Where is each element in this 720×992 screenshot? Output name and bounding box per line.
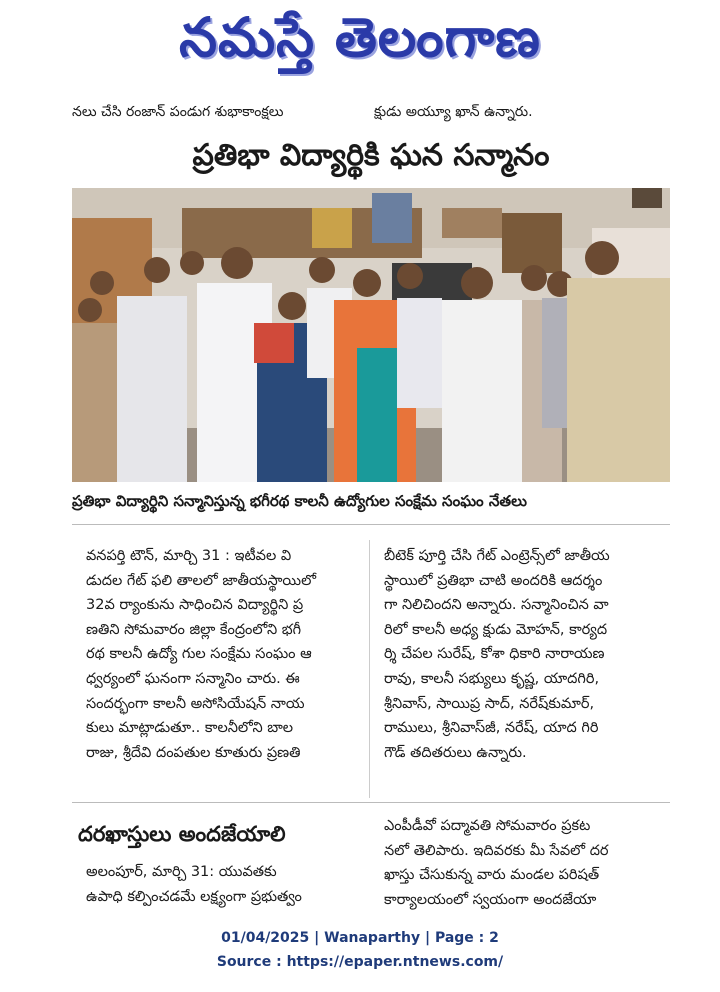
text-line: ధ్వర్యంలో ఘనంగా సన్మానిం చారు. ఈ: [86, 670, 300, 687]
text-line: రావు, కాలనీ సభ్యులు కృష్ణ, యాదగిరి,: [384, 670, 600, 687]
footer-date-line: 01/04/2025 | Wanaparthy | Page : 2: [221, 930, 499, 946]
news-photo: [72, 188, 670, 482]
article-headline: ప్రతిభా విద్యార్థికి ఘన సన్మానం: [192, 138, 550, 173]
masthead-title: నమస్తే తెలంగాణ: [179, 5, 541, 69]
text-line: ఖాస్తు చేసుకున్న వారు మండల పరిషత్: [384, 867, 600, 884]
text-line: రాములు, శ్రీనివాస్‌జీ, నరేష్, యాద గిరి: [384, 720, 599, 737]
text-line: వనపర్తి టౌన్, మార్చి 31 : ఇటీవల వి: [86, 548, 292, 564]
masthead: [0, 4, 720, 84]
column-divider: [369, 540, 370, 798]
article-column-1: [86, 544, 356, 765]
text-line: ఉపాధి కల్పించడమే లక్ష్యంగా ప్రభుత్వం: [86, 888, 302, 905]
text-line: స్థాయిలో ప్రతిభా చాటి అందరికి ఆదర్శం: [384, 572, 603, 589]
article2-headline: దరఖాస్తులు అందజేయాలి: [78, 822, 286, 846]
text-line: కులు మాట్లాడుతూ.. కాలనీలోని బాల: [86, 720, 294, 737]
text-line: డుదల గేట్ ఫలి తాలలో జాతీయస్థాయిలో: [86, 572, 317, 589]
text-line: శ్రీనివాస్, సాయిప్ర సాద్, నరేష్‌కుమార్,: [384, 695, 595, 712]
text-line: నలో తెలిపారు. ఇదివరకు మీ సేవలో దర: [384, 842, 609, 859]
text-line: గౌడ్ తదితరులు ఉన్నారు.: [384, 744, 527, 761]
divider: [72, 524, 670, 525]
text-line: సందర్భంగా కాలనీ అసోసియేషన్ నాయ: [86, 695, 305, 712]
article2-column-1: [86, 860, 356, 909]
text-line: రథ కాలనీ ఉద్యో గుల సంక్షేమ సంఘం ఆ: [86, 646, 312, 663]
text-line: ర్శి చేపల సురేష్, కోశా ధికారి నారాయణ: [384, 646, 605, 663]
text-line: అలంపూర్, మార్చి 31: యువతకు: [86, 864, 277, 880]
text-line: బీటెక్ పూర్తి చేసి గేట్ ఎంట్రెన్స్‌లో జాతీయ: [384, 548, 610, 564]
text-line: గా నిలిచిందని అన్నారు. సన్మానించిన వా: [384, 597, 609, 614]
text-line: కార్యాలయంలో స్వయంగా అందజేయా: [384, 891, 597, 908]
text-line: ణతిని సోమవారం జిల్లా కేంద్రంలోని భగీ: [86, 621, 302, 638]
article-column-2: [384, 544, 670, 765]
text-line: ఎంపీడీవో పద్మావతి సోమవారం ప్రకట: [384, 818, 591, 834]
text-line: 32వ ర్యాంకును సాధించిన విద్యార్థిని ప్ర: [86, 597, 304, 614]
article2-column-2: [384, 814, 670, 912]
page-cut: [0, 912, 720, 932]
ticker-right: క్షుడు అయ్యూ ఖాన్ ఉన్నారు.: [374, 104, 533, 120]
text-line: రిలో కాలనీ అధ్య క్షుడు మోహన్, కార్యద: [384, 621, 608, 638]
text-line: రాజు, శ్రీదేవి దంపతుల కూతురు ప్రణతి: [86, 744, 301, 761]
photo-caption: ప్రతిభా విద్యార్థిని సన్మానిస్తున్న భగీరథ కాలనీ ఉద్యోగుల సంక్షేమ సంఘం నేతలు: [72, 492, 527, 510]
divider: [72, 802, 670, 803]
ticker-left: నలు చేసి రంజాన్ పండుగ శుభాకాంక్షలు: [72, 104, 284, 120]
footer-source-link[interactable]: Source : https://epaper.ntnews.com/: [216, 954, 504, 970]
